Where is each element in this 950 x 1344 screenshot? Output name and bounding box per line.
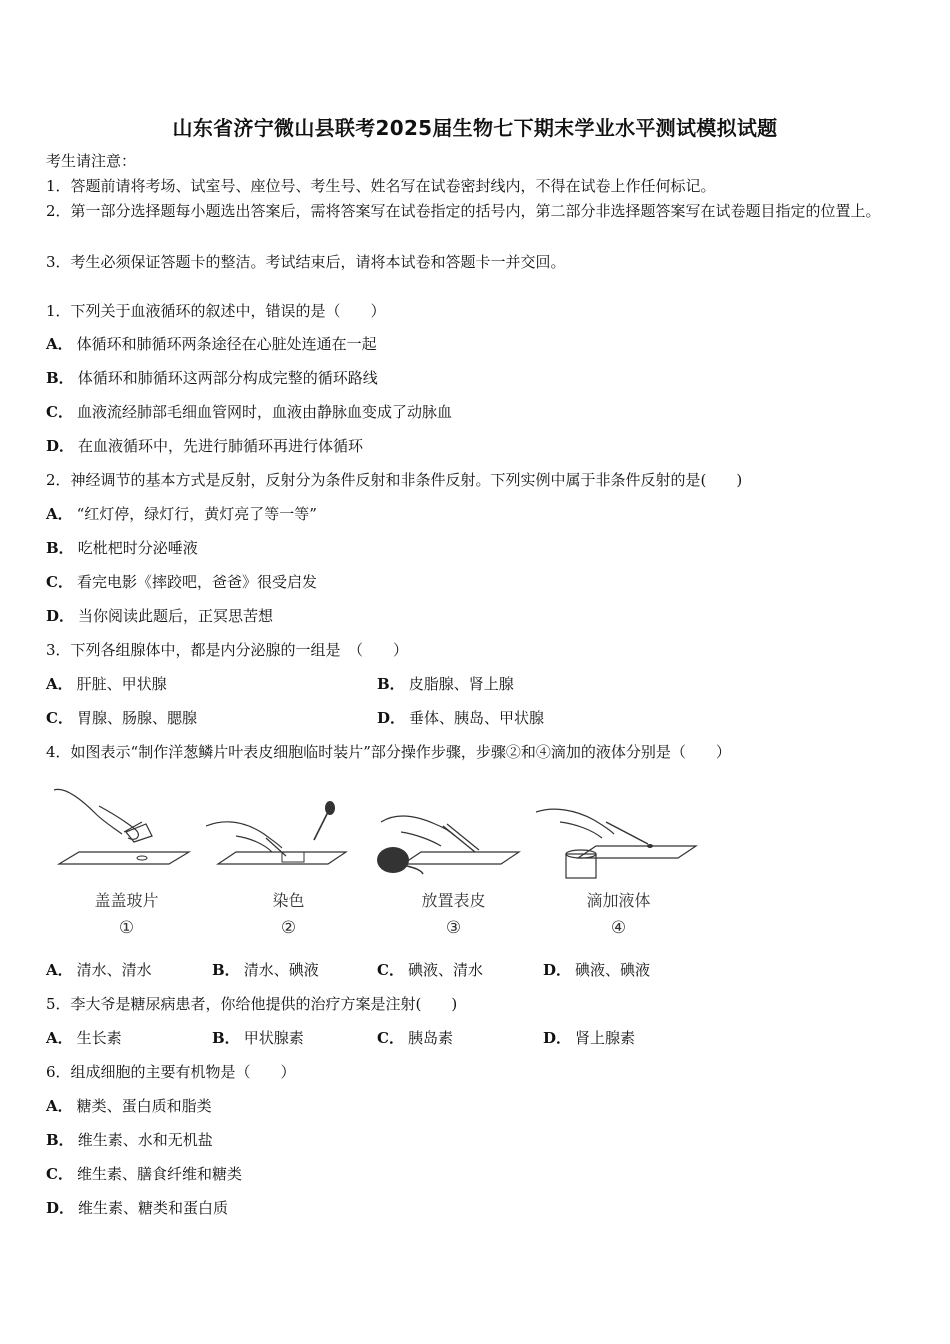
q3-option-d[interactable] bbox=[377, 708, 544, 728]
figure-step-2 bbox=[206, 782, 371, 947]
option-text: 体循环和肺循环这两部分构成完整的循环路线 bbox=[77, 369, 378, 387]
page-title: 山东省济宁微山县联考2025届生物七下期末学业水平测试模拟试题 bbox=[172, 116, 778, 140]
option-label: C． bbox=[46, 403, 73, 421]
option-text: 在血液循环中，先进行肺循环再进行体循环 bbox=[78, 437, 364, 455]
q2-option-d[interactable] bbox=[46, 606, 273, 626]
option-text: “红灯停，绿灯行，黄灯亮了等一等” bbox=[76, 505, 317, 523]
option-text: 皮脂腺、肾上腺 bbox=[408, 675, 514, 693]
option-label: A． bbox=[46, 505, 73, 523]
option-label: D． bbox=[543, 961, 572, 979]
notice-item-3: 3．考生必须保证答题卡的整洁。考试结束后，请将本试卷和答题卡一并交回。 bbox=[46, 253, 566, 271]
q4-option-d[interactable] bbox=[543, 960, 650, 980]
q3-option-b[interactable] bbox=[377, 674, 514, 694]
q1-option-a[interactable] bbox=[46, 334, 377, 354]
step-caption: 染色 bbox=[272, 891, 305, 910]
q3-option-c[interactable] bbox=[46, 708, 197, 728]
option-text: 生长素 bbox=[76, 1029, 122, 1047]
q1-option-b[interactable] bbox=[46, 368, 378, 388]
step-number: ① bbox=[118, 918, 135, 938]
option-text: 清水、清水 bbox=[76, 961, 152, 979]
notice-heading: 考生请注意： bbox=[46, 152, 137, 170]
add-liquid-illustration bbox=[536, 782, 701, 882]
option-text: 当你阅读此题后，正冥思苦想 bbox=[78, 607, 274, 625]
option-label: D． bbox=[46, 1199, 75, 1217]
q1-option-d[interactable] bbox=[46, 436, 363, 456]
option-text: 吃枇杷时分泌唾液 bbox=[77, 539, 198, 557]
option-label: C． bbox=[46, 709, 73, 727]
option-label: C． bbox=[377, 961, 404, 979]
option-text: 肝脏、甲状腺 bbox=[76, 675, 167, 693]
q5-option-c[interactable] bbox=[377, 1028, 453, 1048]
q4-option-b[interactable] bbox=[212, 960, 319, 980]
option-text: 胃腺、肠腺、腮腺 bbox=[76, 709, 197, 727]
option-text: 维生素、膳食纤维和糖类 bbox=[76, 1165, 242, 1183]
step-caption: 盖盖玻片 bbox=[94, 891, 159, 910]
option-text: 血液流经肺部毛细血管网时，血液由静脉血变成了动脉血 bbox=[76, 403, 452, 421]
option-text: 维生素、水和无机盐 bbox=[77, 1131, 213, 1149]
step-caption: 放置表皮 bbox=[421, 891, 486, 910]
option-label: A． bbox=[46, 1097, 73, 1115]
step-number: ② bbox=[280, 918, 297, 938]
option-label: D． bbox=[46, 607, 75, 625]
option-label: D． bbox=[377, 709, 406, 727]
option-text: 胰岛素 bbox=[407, 1029, 453, 1047]
question-6-stem: 6．组成细胞的主要有机物是（ ） bbox=[46, 1063, 296, 1081]
q6-option-c[interactable] bbox=[46, 1164, 242, 1184]
option-label: D． bbox=[543, 1029, 572, 1047]
notice-item-1: 1．答题前请将考场、试室号、座位号、考生号、姓名写在试卷密封线内，不得在试卷上作任何标记。 bbox=[46, 177, 716, 195]
q3-option-a[interactable] bbox=[46, 674, 167, 694]
option-text: 碘液、清水 bbox=[407, 961, 483, 979]
question-2-stem: 2．神经调节的基本方式是反射，反射分为条件反射和非条件反射。下列实例中属于非条件反射的是( ) bbox=[46, 471, 743, 489]
notice-item-2: 2．第一部分选择题每小题选出答案后，需将答案写在试卷指定的括号内，第二部分非选择题答案写在试卷题目指定的位置上。 bbox=[46, 202, 881, 220]
option-label: B． bbox=[212, 1029, 240, 1047]
option-text: 甲状腺素 bbox=[243, 1029, 304, 1047]
option-text: 肾上腺素 bbox=[575, 1029, 636, 1047]
option-label: A． bbox=[46, 335, 73, 353]
q2-option-c[interactable] bbox=[46, 572, 317, 592]
option-label: B． bbox=[46, 369, 74, 387]
step-caption: 滴加液体 bbox=[586, 891, 651, 910]
q6-option-a[interactable] bbox=[46, 1096, 212, 1116]
q6-option-b[interactable] bbox=[46, 1130, 213, 1150]
step-number: ④ bbox=[610, 918, 627, 938]
question-4-stem: 4．如图表示“制作洋葱鳞片叶表皮细胞临时装片”部分操作步骤，步骤②和④滴加的液体分别是（ ） bbox=[46, 743, 731, 761]
option-label: A． bbox=[46, 675, 73, 693]
option-label: A． bbox=[46, 1029, 73, 1047]
option-label: B． bbox=[212, 961, 240, 979]
option-label: B． bbox=[46, 1131, 74, 1149]
option-text: 碘液、碘液 bbox=[575, 961, 651, 979]
option-label: C． bbox=[46, 1165, 73, 1183]
option-text: 清水、碘液 bbox=[243, 961, 319, 979]
option-text: 糖类、蛋白质和脂类 bbox=[76, 1097, 212, 1115]
q6-option-d[interactable] bbox=[46, 1198, 228, 1218]
question-3-stem: 3．下列各组腺体中，都是内分泌腺的一组是 （ ） bbox=[46, 641, 409, 659]
slide-preparation-figure bbox=[44, 782, 704, 947]
q1-option-c[interactable] bbox=[46, 402, 452, 422]
q4-option-c[interactable] bbox=[377, 960, 483, 980]
option-text: 体循环和肺循环两条途径在心脏处连通在一起 bbox=[76, 335, 377, 353]
q5-option-d[interactable] bbox=[543, 1028, 635, 1048]
q2-option-b[interactable] bbox=[46, 538, 198, 558]
q5-option-a[interactable] bbox=[46, 1028, 122, 1048]
place-epidermis-illustration bbox=[371, 782, 536, 882]
figure-step-4 bbox=[536, 782, 701, 947]
figure-step-3 bbox=[371, 782, 536, 947]
figure-step-1 bbox=[44, 782, 209, 947]
option-label: B． bbox=[46, 539, 74, 557]
option-label: C． bbox=[377, 1029, 404, 1047]
question-5-stem: 5．李大爷是糖尿病患者，你给他提供的治疗方案是注射( ) bbox=[46, 995, 458, 1013]
step-number: ③ bbox=[445, 918, 462, 938]
q2-option-a[interactable] bbox=[46, 504, 317, 524]
option-label: C． bbox=[46, 573, 73, 591]
option-label: D． bbox=[46, 437, 75, 455]
option-text: 看完电影《摔跤吧，爸爸》很受启发 bbox=[76, 573, 317, 591]
q4-option-a[interactable] bbox=[46, 960, 152, 980]
option-text: 维生素、糖类和蛋白质 bbox=[78, 1199, 229, 1217]
q5-option-b[interactable] bbox=[212, 1028, 304, 1048]
question-1-stem: 1．下列关于血液循环的叙述中，错误的是（ ） bbox=[46, 302, 386, 320]
option-label: B． bbox=[377, 675, 405, 693]
option-label: A． bbox=[46, 961, 73, 979]
option-text: 垂体、胰岛、甲状腺 bbox=[409, 709, 545, 727]
cover-slip-illustration bbox=[44, 782, 209, 882]
staining-illustration bbox=[206, 782, 371, 882]
